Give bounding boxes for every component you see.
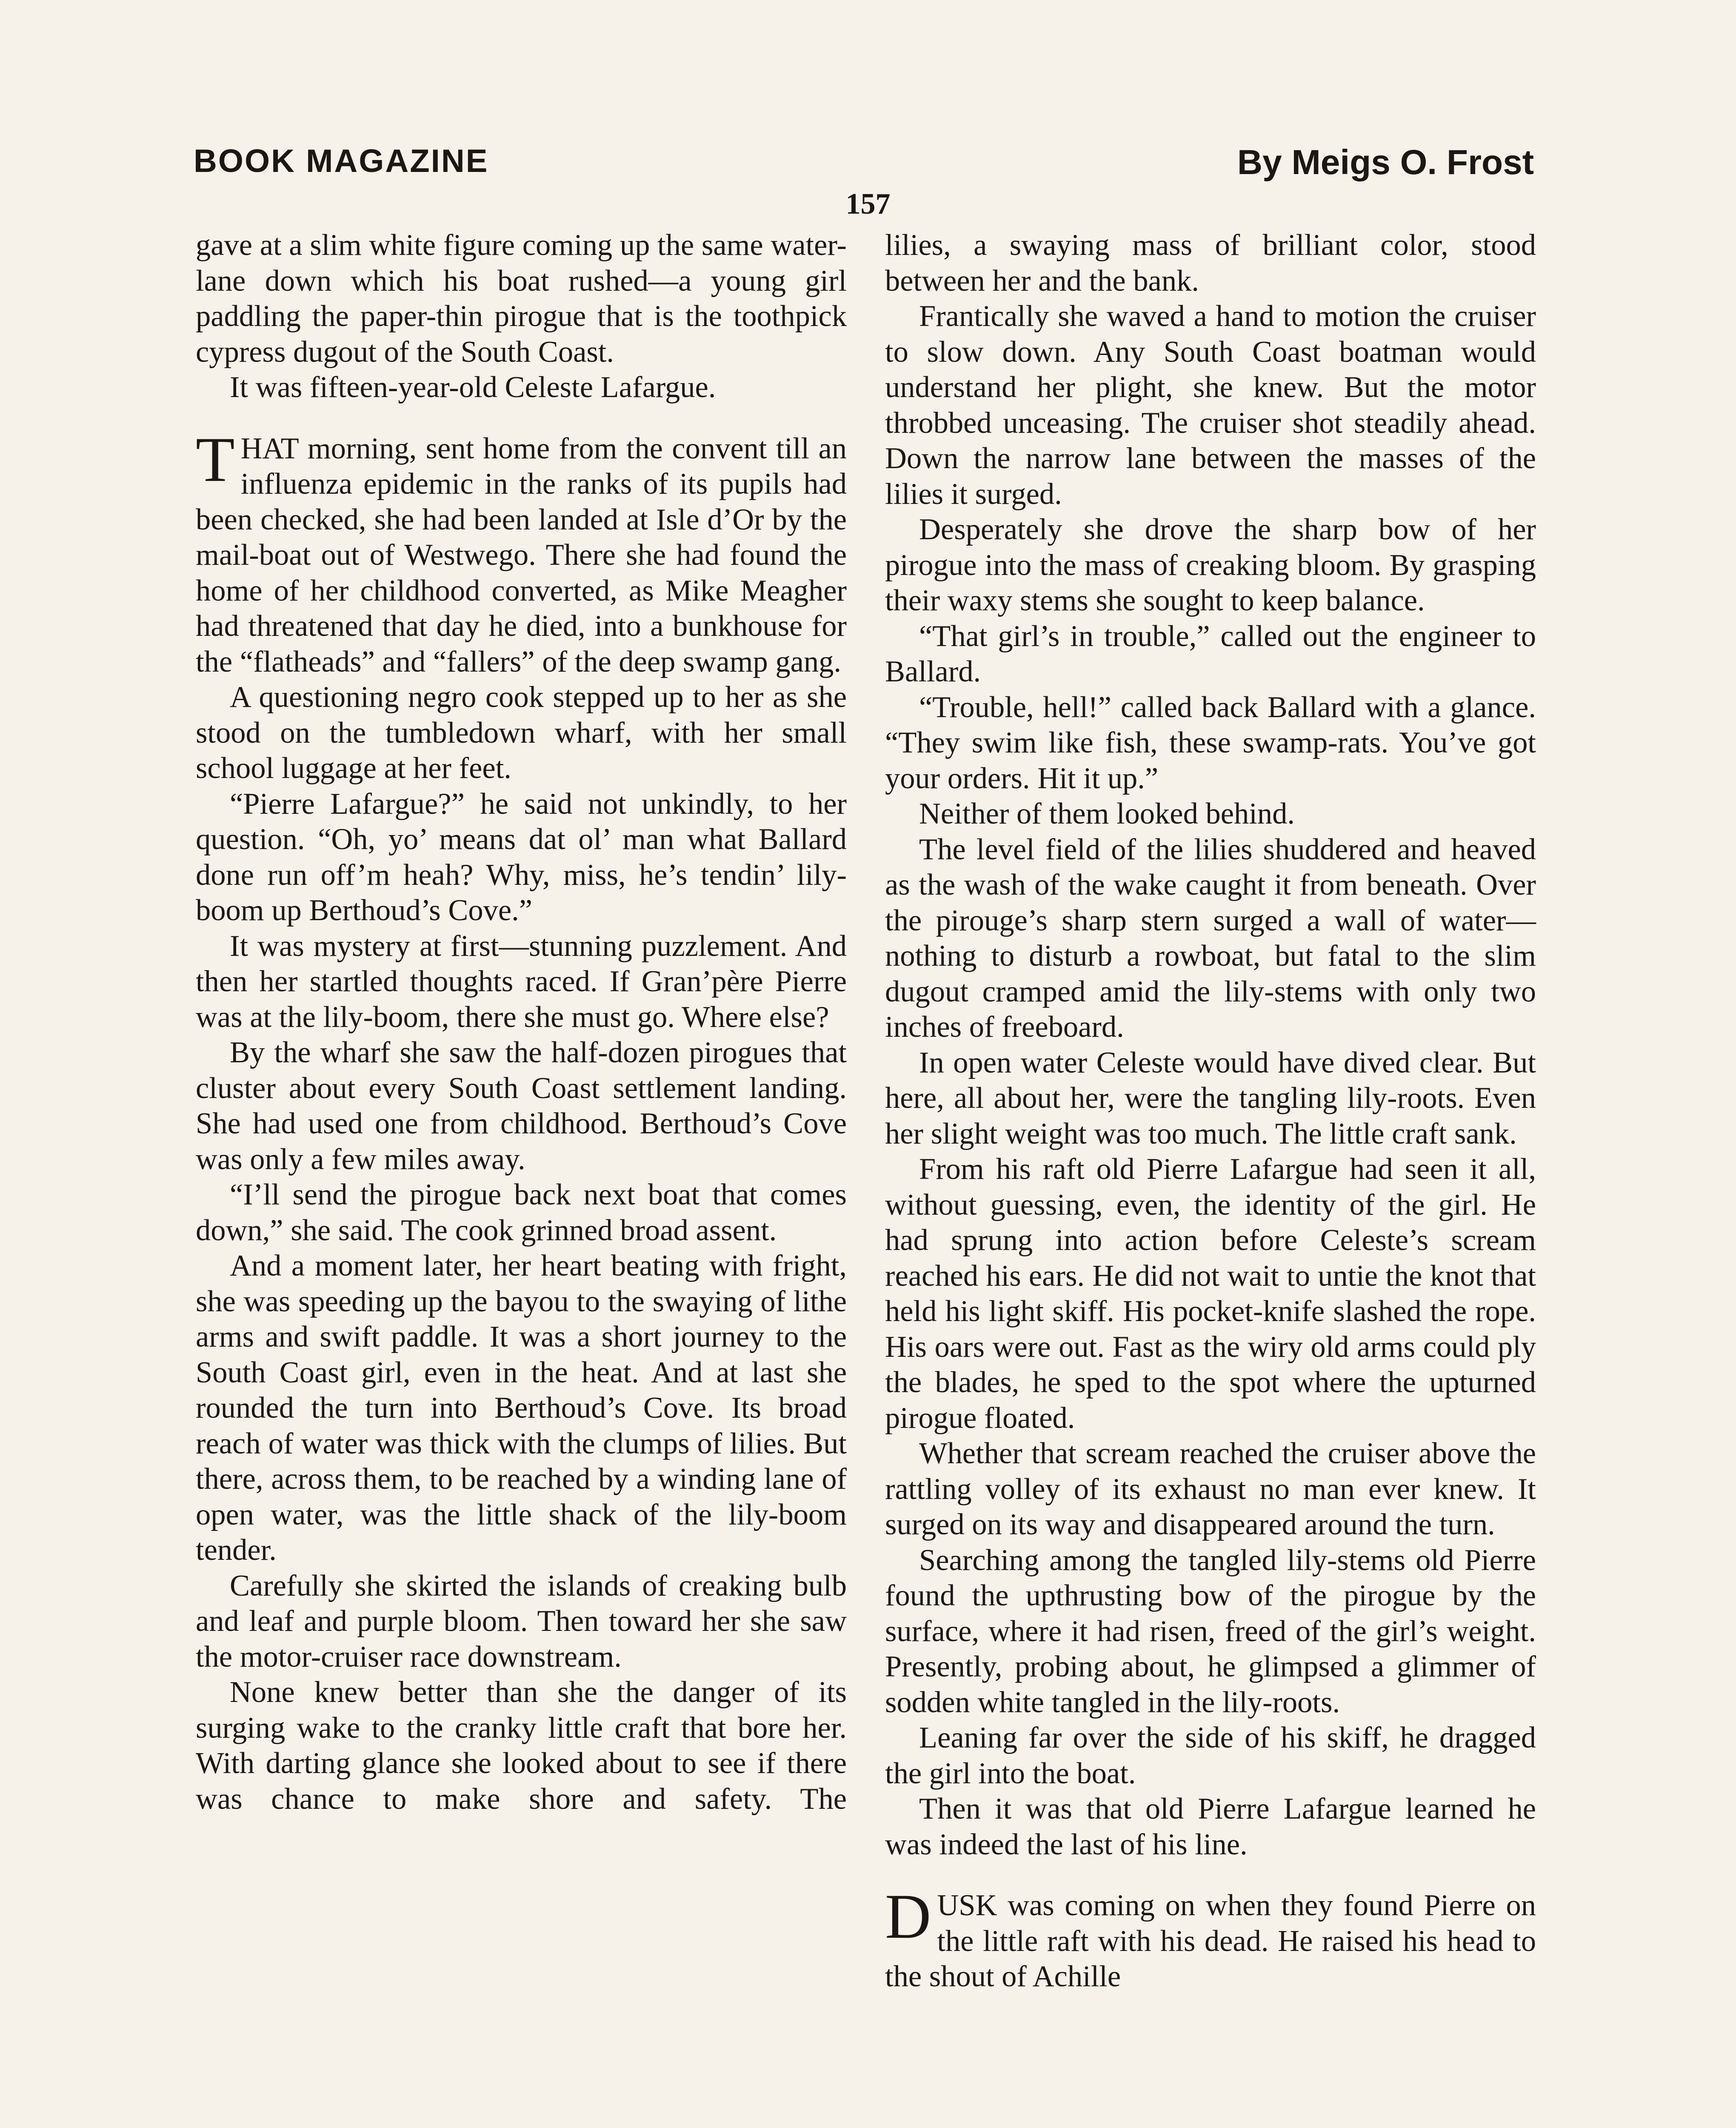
paragraph: Whether that scream reached the cruiser above the rattling volley of its exhaust no man ever knew. It surged on its way and disappeared around the turn. <box>885 1437 1536 1541</box>
paragraph: None knew better than she the danger of its surging wake to the cranky little craft that bore her. With darting glance she looked about to see if there was chance to make shore and safety. The <box>196 1676 847 1816</box>
author-byline: By Meigs O. Frost <box>1237 143 1534 182</box>
magazine-title: BOOK MAGAZINE <box>194 143 489 179</box>
paragraph: Neither of them looked behind. <box>919 797 1295 830</box>
paragraph: The level field of the lilies shuddered and heaved as the wash of the wake caught it from beneath. Over the pirouge’s sharp stern surged a wall of water—nothing to disturb a rowboat, but fatal to the slim dugout cramped amid the lily-stems with only two inches of freeboard. <box>885 832 1536 1044</box>
paragraph: “Pierre Lafargue?” he said not unkindly, to her question. “Oh, yo’ means dat ol’ man what Ballard done run off’m heah? Why, miss, he’s tendin’ lily-boom up Berthoud’s Cove.” <box>196 787 847 927</box>
paragraph-text: USK was coming on when they found Pierre on the little raft with his dead. He raised his head to the shout of Achille <box>885 1889 1536 1993</box>
paragraph: By the wharf she saw the half-dozen pirogues that cluster about every South Coast settlement landing. She had used one from childhood. Berthoud’s Cove was only a few miles away. <box>196 1036 847 1176</box>
page-number: 157 <box>845 188 891 220</box>
paragraph: “Trouble, hell!” called back Ballard with a glance. “They swim like fish, these swamp-rats. You’ve got your orders. Hit it up.” <box>885 690 1536 795</box>
paragraph: “I’ll send the pirogue back next boat that comes down,” she said. The cook grinned broad assent. <box>196 1178 847 1247</box>
section-opening-paragraph <box>885 1881 1536 1995</box>
running-header <box>194 143 1534 185</box>
paragraph: Carefully she skirted the islands of creaking bulb and leaf and purple bloom. Then toward her she saw the motor-cruiser race downstream. <box>196 1569 847 1673</box>
paragraph: Leaning far over the side of his skiff, he dragged the girl into the boat. <box>885 1721 1536 1790</box>
paragraph: And a moment later, her heart beating with fright, she was speeding up the bayou to the swaying of lithe arms and swift paddle. It was a short journey to the South Coast girl, even in the heat. And at last she rounded the turn into Berthoud’s Cove. Its broad reach of water was thick with the clumps of lilies. But there, across them, to be reached by a winding lane of open water, was the little shack of the lily-boom tender. <box>196 1249 847 1567</box>
paragraph: lilies, a swaying mass of brilliant color, stood between her and the bank. <box>885 229 1536 297</box>
paragraph: Desperately she drove the sharp bow of her pirogue into the mass of creaking bloom. By grasping their waxy stems she sought to keep balance. <box>885 513 1536 617</box>
right-column <box>885 228 1536 1995</box>
paragraph: Then it was that old Pierre Lafargue learned he was indeed the last of his line. <box>885 1792 1536 1861</box>
drop-cap: D <box>885 1881 931 1952</box>
section-opening-paragraph <box>196 424 847 680</box>
paragraph: “That girl’s in trouble,” called out the engineer to Ballard. <box>885 619 1536 688</box>
paragraph: It was fifteen-year-old Celeste Lafargue. <box>230 371 716 404</box>
paragraph: Frantically she waved a hand to motion the cruiser to slow down. Any South Coast boatman would understand her plight, she knew. But the motor throbbed unceasing. The cruiser shot steadily ahead. Down the narrow lane between the masses of the lilies it surged. <box>885 300 1536 511</box>
left-column <box>196 228 847 1817</box>
paragraph: Searching among the tangled lily-stems old Pierre found the upthrusting bow of the pirogue by the surface, where it had risen, freed of the girl’s weight. Presently, probing about, he glimpsed a glimmer of sodden white tangled in the lily-roots. <box>885 1543 1536 1719</box>
paragraph-text: HAT morning, sent home from the convent till an influenza epidemic in the ranks of its pupils had been checked, she had been landed at Isle d’Or by the mail-boat out of Westwego. There she had found the home of her childhood converted, as Mike Meagher had threatened that day he died, into a bunkhouse for the “flatheads” and “fallers” of the deep swamp gang. <box>196 432 847 678</box>
paragraph: It was mystery at first—stunning puzzlement. And then her startled thoughts raced. If Gran’père Pierre was at the lily-boom, there she must go. Where else? <box>196 929 847 1034</box>
paragraph: A questioning negro cook stepped up to her as she stood on the tumbledown wharf, with her small school luggage at her feet. <box>196 681 847 785</box>
drop-cap: T <box>196 424 235 495</box>
paragraph: gave at a slim white figure coming up the same water-lane down which his boat rushed—a young girl paddling the paper-thin pirogue that is the toothpick cypress dugout of the South Coast. <box>196 229 847 369</box>
paragraph: In open water Celeste would have dived clear. But here, all about her, were the tangling lily-roots. Even her slight weight was too much. The little craft sank. <box>885 1046 1536 1150</box>
paragraph: From his raft old Pierre Lafargue had seen it all, without guessing, even, the identity of the girl. He had sprung into action before Celeste’s scream reached his ears. He did not wait to untie the knot that held his light skiff. His pocket-knife slashed the rope. His oars were out. Fast as the wiry old arms could ply the blades, he sped to the spot where the upturned pirogue floated. <box>885 1153 1536 1435</box>
